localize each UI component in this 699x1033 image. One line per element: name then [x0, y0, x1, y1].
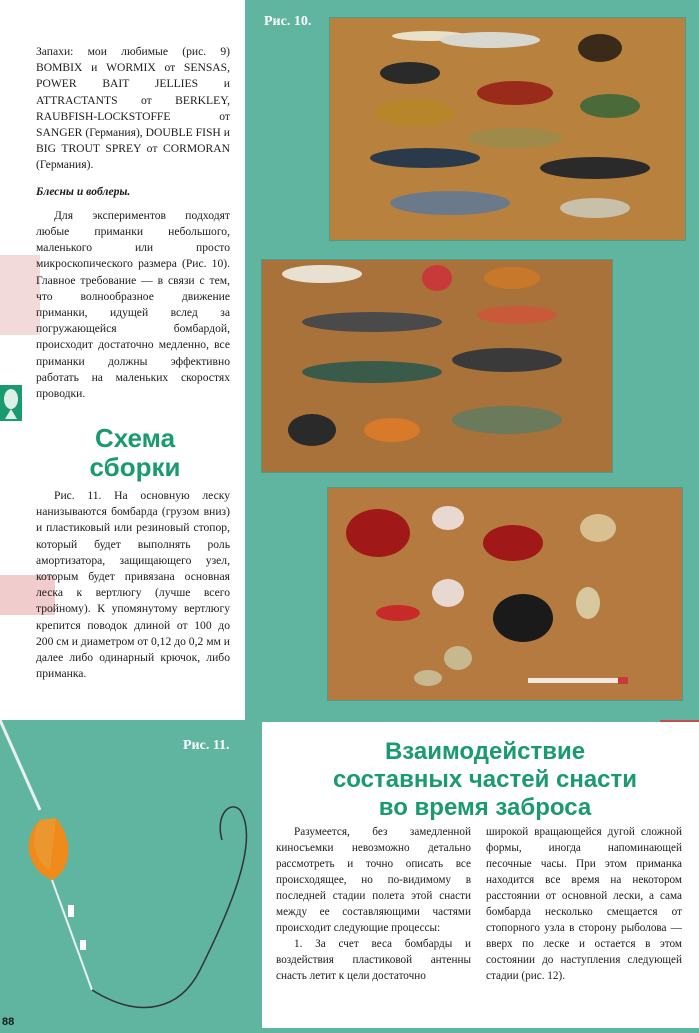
assembly-title-line1: Схема [94, 423, 176, 453]
interaction-col1-paragraph-2: 1. За счет веса бомбарды и воздействия пластиковой антенны снасть летит к цели достаточно [276, 938, 471, 982]
figure-11-label: Рис. 11. [183, 738, 230, 753]
bg-stripe [0, 255, 40, 335]
assembly-title [60, 424, 210, 482]
page-number: 88 [2, 1016, 15, 1028]
lures-subheading: Блесны и воблеры. [36, 184, 131, 198]
interaction-column-1 [276, 824, 471, 984]
interaction-column-2: широкой вращающейся дугой сложной формы, иногда напоминающей песочные часы. При этом приманка находится все время на некотором расстоянии от основной лески, а сама бомбарда несколько смещается от стопорного узла в сторону рыболова — вверх по леске и остается в этом состоянии до наступления следующей стадии (рис. 12). [486, 826, 682, 982]
interaction-title-line3: во время заброса [378, 794, 592, 821]
lures-photo-1 [330, 18, 685, 240]
interaction-title-line1: Взаимодействие [384, 738, 586, 765]
lures-body-paragraph: Для экспериментов подходят любые приманки небольшого, маленького или просто микроскопического размера (Рис. 10). Главное требование — в связи с тем, что волнообразное движение приманки, идущей вслед за погружающейся бомбардой, происходит достаточно медленно, все приманки должны эффективно работать на маленьких скоростях проводки. [36, 208, 230, 401]
left-text-block [36, 44, 230, 402]
interaction-title [290, 738, 680, 822]
lures-smell-paragraph: Запахи: мои любимые (рис. 9) BOMBIX и WORMIX от SENSAS, POWER BAIT JELLIES и ATTRACTANTS от BERKLEY, RAUBFISH-LOCKSTOFFE от SANGER (Германия), DOUBLE FISH и BIG TROUT SPREY от CORMORAN (Германия). [36, 45, 230, 172]
interaction-title-line2: составных частей снасти [332, 766, 638, 793]
assembly-title-line2: сборки [89, 452, 181, 482]
figure-11-diagram [0, 720, 262, 1028]
assembly-body: Рис. 11. На основную леску нанизываются бомбарда (грузом вниз) и пластиковый или резиновый стопор, который будет выполнять роль амортизатора, защищающего узел, которым будет привязана основная леска к вертлюгу (лучше всего тройному). К упомянутому вертлюгу крепится поводок длиной от 100 до 200 см и диаметром от 0,12 до 0,2 мм и далее либо одинарный крючок, либо приманка. [36, 489, 230, 681]
lures-photo-3 [328, 488, 682, 700]
figure-10-label: Рис. 10. [264, 14, 312, 29]
fish-icon [0, 385, 22, 421]
lures-photo-2 [262, 260, 612, 472]
interaction-col1-paragraph-1: Разумеется, без замедленной киносъемки невозможно детально рассмотреть и точно описать все происходящее, но по-видимому в последней стадии полета этой снасти между ее составляющими частями происходит следующие процессы: [276, 826, 471, 934]
